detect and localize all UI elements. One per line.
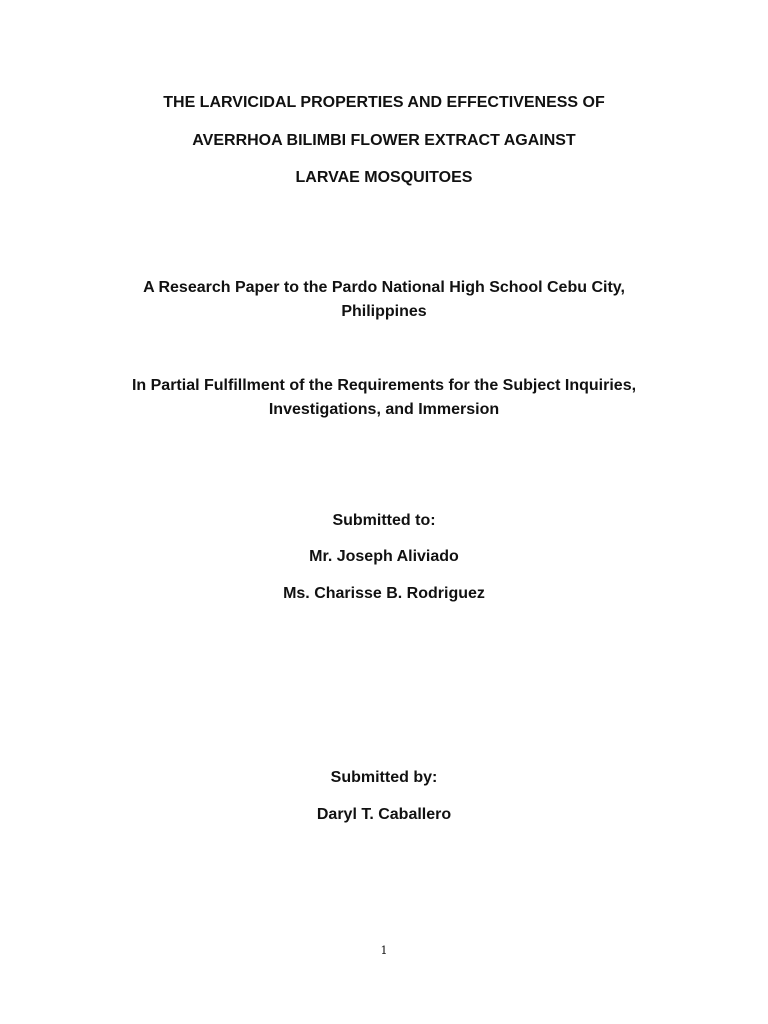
submitted-by-name-1: Daryl T. Caballero bbox=[316, 806, 452, 823]
submitted-to-name-2: Ms. Charisse B. Rodriguez bbox=[283, 585, 485, 602]
title-line-2: AVERRHOA BILIMBI FLOWER EXTRACT AGAINST bbox=[192, 132, 576, 149]
submitted-by-label: Submitted by: bbox=[330, 769, 438, 786]
title-line-1: THE LARVICIDAL PROPERTIES AND EFFECTIVENESS OF bbox=[163, 94, 605, 111]
submitted-to-name-1: Mr. Joseph Aliviado bbox=[309, 548, 459, 565]
fulfillment-line-2: Investigations, and Immersion bbox=[268, 401, 500, 418]
research-paper-line-1: A Research Paper to the Pardo National High School Cebu City, bbox=[143, 279, 625, 296]
title-line-3: LARVAE MOSQUITOES bbox=[295, 169, 473, 186]
research-paper-line-2: Philippines bbox=[341, 303, 427, 320]
fulfillment-line-1: In Partial Fulfillment of the Requirements for the Subject Inquiries, bbox=[131, 377, 637, 394]
page-number: 1 bbox=[380, 944, 388, 957]
submitted-to-label: Submitted to: bbox=[332, 512, 436, 529]
